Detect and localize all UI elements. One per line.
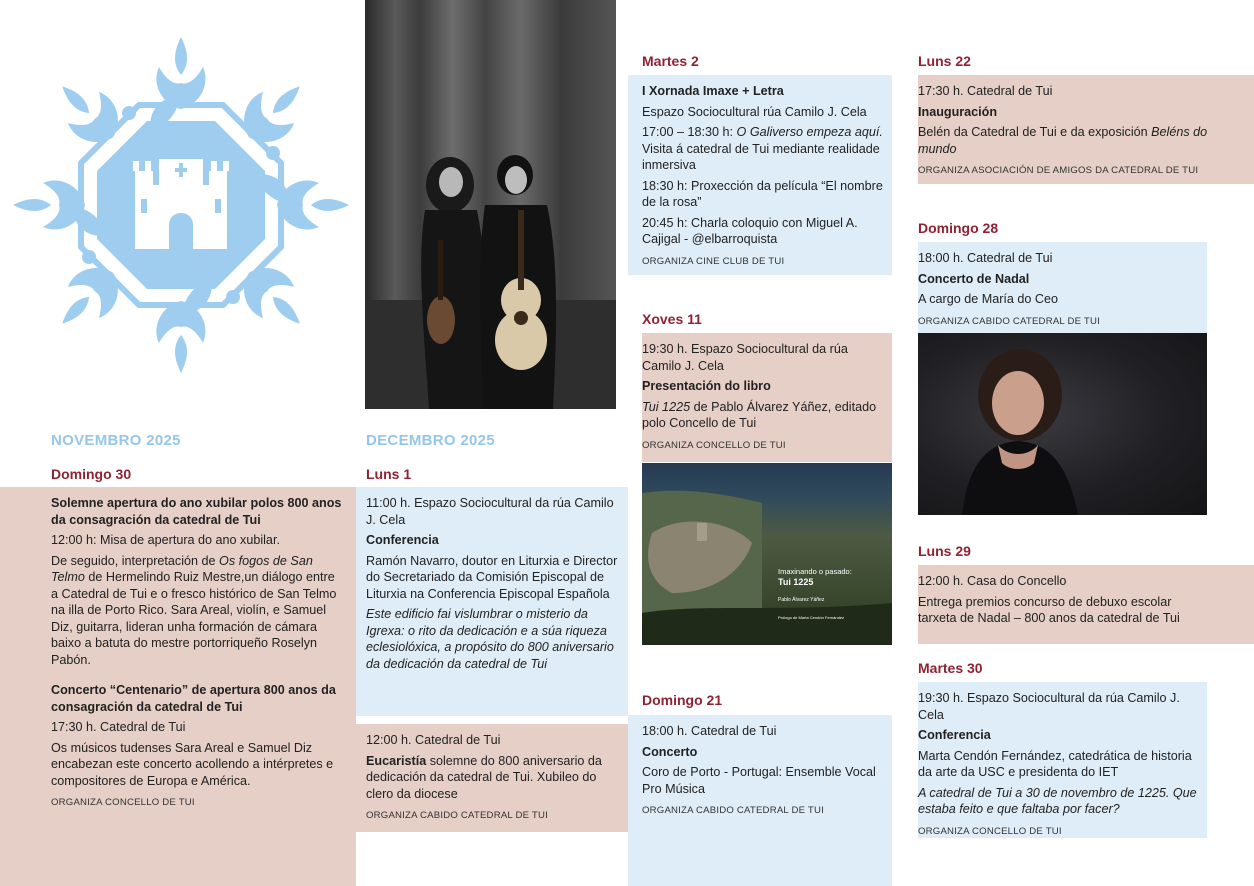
jubilee-emblem-logo — [0, 30, 362, 380]
event-box — [918, 565, 1254, 644]
event-quote: A catedral de Tui a 30 de novembro de 1225. Que estaba feito e que faltaba por facer? — [918, 785, 1197, 816]
event-title: I Xornada Imaxe + Letra — [642, 84, 784, 98]
cover-author: Pablo Álvarez Yáñez — [778, 597, 825, 603]
day-header: Xoves 11 — [642, 311, 702, 327]
organizer: ORGANIZA CONCELLO DE TUI — [51, 797, 195, 808]
event-time: 18:00 h. Catedral de Tui — [642, 724, 777, 738]
event-time: 18:00 h. Catedral de Tui — [918, 251, 1053, 265]
event-title: Conferencia — [918, 728, 991, 742]
event-box — [356, 487, 628, 716]
event-box — [628, 715, 892, 886]
event-place: Espazo Sociocultural rúa Camilo J. Cela — [642, 104, 867, 119]
event-time: 17:30 h. Catedral de Tui — [918, 84, 1053, 98]
cover-foot: Prólogo de Marta Cendón Fernández — [778, 615, 845, 620]
event-box — [918, 242, 1207, 333]
day-header: Martes 30 — [918, 660, 983, 676]
event-time: 11:00 h. Espazo Sociocultural da rúa Camilo J. Cela — [366, 496, 614, 527]
event-description: Eucaristía solemne do 800 aniversario da dedicación da catedral de Tui. Xubileo do clero da diocese — [366, 753, 602, 801]
day-header: Luns 29 — [918, 543, 971, 559]
event-description: Marta Cendón Fernández, catedrática de historia da arte da USC e presidenta do IET — [918, 748, 1192, 779]
event-description: De seguido, interpretación de Os fogos de San Telmo de Hermelindo Ruiz Mestre,un diálogo entre a Catedral de Tui e o fresco histórico de San Telmo na illa de Porto Rico. Sara Areal, violín, e Samuel Diz, guitarra, lideran unha formación de cámara baixo a batuta do mestre portorriqueño Roselyn Pabón. — [51, 553, 337, 667]
event-title: Conferencia — [366, 533, 439, 547]
event-description: Ramón Navarro, doutor en Liturxia e Director do Secretariado da Comisión Episcopal de Liturxia na Conferencia Episcopal Española — [366, 553, 618, 601]
day-header: Domingo 21 — [642, 692, 723, 708]
event-time: 19:30 h. Espazo Sociocultural da rúa Camilo J. Cela — [918, 691, 1180, 722]
event-box — [0, 487, 356, 886]
event-title: Presentación do libro — [642, 379, 771, 393]
event-time: 19:30 h. Espazo Sociocultural da rúa Camilo J. Cela — [642, 342, 848, 373]
cover-subtitle: Imaxinando o pasado: — [778, 567, 852, 576]
event-box — [628, 75, 892, 275]
organizer: ORGANIZA CABIDO CATEDRAL DE TUI — [918, 315, 1100, 327]
month-header-november: NOVEMBRO 2025 — [51, 432, 181, 449]
day-header: Martes 2 — [642, 53, 699, 69]
event-description: Belén da Catedral de Tui e da exposición Beléns do mundo — [918, 125, 1208, 156]
organizer: ORGANIZA CINE CLUB DE TUI — [642, 255, 785, 267]
day-header: Luns 1 — [366, 466, 412, 482]
event-description: Coro de Porto - Portugal: Ensemble Vocal Pro Música — [642, 765, 876, 796]
event-box — [356, 724, 628, 832]
organizer: ORGANIZA CABIDO CATEDRAL DE TUI — [642, 805, 824, 816]
singer-portrait-photo — [918, 333, 1207, 515]
event-box — [918, 682, 1207, 838]
event-description: Os músicos tudenses Sara Areal e Samuel Diz encabezan este concerto acollendo a intérpretes e compositores de Europa e América. — [51, 740, 334, 788]
event-title: Concerto “Centenario” de apertura 800 anos da consagración da catedral de Tui — [51, 683, 336, 714]
day-header: Domingo 28 — [918, 220, 999, 236]
event-line: 18:30 h: Proxección da película “El nombre de la rosa” — [642, 178, 883, 209]
event-title: Inauguración — [918, 104, 998, 119]
organizer: ORGANIZA CONCELLO DE TUI — [918, 825, 1062, 837]
event-title: Concerto — [642, 744, 698, 759]
book-cover-image — [642, 463, 892, 645]
event-time: 12:00 h. Casa do Concello — [918, 574, 1067, 588]
day-header: Luns 22 — [918, 53, 971, 69]
month-header-december: DECEMBRO 2025 — [366, 432, 495, 449]
event-quote: Este edificio fai vislumbrar o misterio da Igrexa: o rito da dedicación e a súa riqueza eclesiolóxica, a propósito do 800 aniversario da dedicación da catedral de Tui — [366, 607, 614, 671]
day-header: Domingo 30 — [51, 466, 132, 482]
organizer: ORGANIZA CONCELLO DE TUI — [642, 439, 786, 451]
event-description: Entrega premios concurso de debuxo escolar tarxeta de Nadal – 800 anos da catedral de Tui — [918, 594, 1180, 625]
event-description: Tui 1225 de Pablo Álvarez Yáñez, editado polo Concello de Tui — [642, 399, 877, 430]
violin-guitar-duo-photo — [365, 0, 616, 409]
event-line: 20:45 h: Charla coloquio con Miguel A. Cajigal - @elbarroquista — [642, 215, 858, 246]
organizer: ORGANIZA ASOCIACIÓN DE AMIGOS DA CATEDRAL DE TUI — [918, 165, 1199, 176]
event-time: 17:30 h. Catedral de Tui — [51, 720, 186, 734]
cover-title: Tui 1225 — [778, 577, 814, 587]
event-time: 12:00 h. Catedral de Tui — [366, 733, 501, 747]
event-title: Concerto de Nadal — [918, 271, 1030, 286]
event-box — [642, 333, 892, 462]
event-time: 12:00 h: Misa de apertura do ano xubilar. — [51, 533, 280, 547]
event-box — [918, 75, 1254, 184]
event-line: 17:00 – 18:30 h: O Galiverso empeza aquí. Visita á catedral de Tui mediante realidade inmersiva — [642, 125, 883, 172]
event-description: A cargo de María do Ceo — [918, 292, 1059, 306]
event-title: Solemne apertura do ano xubilar polos 800 anos da consagración da catedral de Tui — [51, 496, 342, 527]
organizer: ORGANIZA CABIDO CATEDRAL DE TUI — [366, 810, 548, 821]
